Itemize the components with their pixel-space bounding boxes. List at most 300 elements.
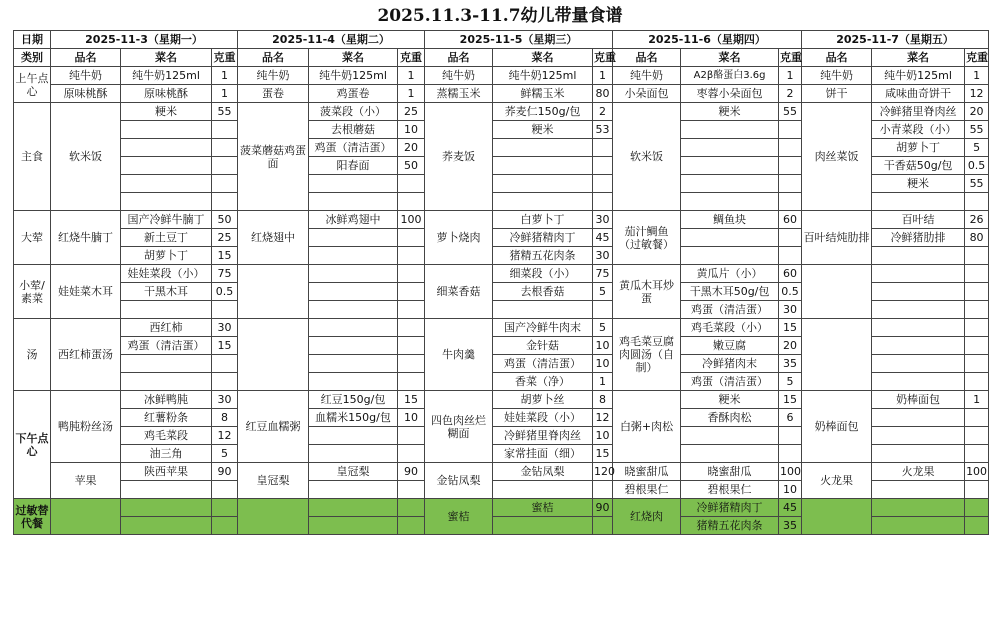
ingredient-cell: 枣蓉小朵面包 [681, 85, 779, 103]
dish-cell: 菠菜蘑菇鸡蛋面 [238, 103, 309, 211]
gram-cell: 15 [212, 247, 238, 265]
dish-cell: 四色肉丝烂糊面 [425, 391, 493, 463]
ingredient-cell: 鸡蛋（清洁蛋） [493, 355, 593, 373]
gram-cell: 1 [398, 67, 425, 85]
ingredient-cell: 猪精五花肉条 [493, 247, 593, 265]
gram-cell: 53 [593, 121, 613, 139]
ingredient-cell: 血糯米150g/包 [309, 409, 398, 427]
gram-cell: 1 [212, 85, 238, 103]
ingredient-cell: 家常挂面（细） [493, 445, 593, 463]
gram-cell: 5 [965, 139, 989, 157]
empty-cell [593, 301, 613, 319]
empty-cell [398, 337, 425, 355]
ingredient-cell: 小青菜段（小） [872, 121, 965, 139]
day-header-fri: 2025-11-7（星期五） [802, 31, 989, 49]
ingredient-cell: 油三角 [121, 445, 212, 463]
ingredient-cell: 干黑木耳 [121, 283, 212, 301]
gram-cell: 55 [212, 103, 238, 121]
empty-cell [121, 193, 212, 211]
ingredient-cell: 碧根果仁 [681, 481, 779, 499]
ingredient-cell: 粳米 [872, 175, 965, 193]
empty-cell [965, 193, 989, 211]
empty-cell [872, 337, 965, 355]
empty-cell [965, 319, 989, 337]
empty-cell [872, 319, 965, 337]
gram-cell: 1 [593, 67, 613, 85]
empty-cell [493, 481, 593, 499]
gram-cell: 8 [593, 391, 613, 409]
empty-cell [309, 175, 398, 193]
col-dish-header: 品名 [613, 49, 681, 67]
col-ingredient-header: 菜名 [121, 49, 212, 67]
gram-cell: 10 [593, 427, 613, 445]
gram-cell: 35 [779, 517, 802, 535]
ingredient-cell: 细菜段（小） [493, 265, 593, 283]
empty-cell [212, 517, 238, 535]
gram-cell: 120 [593, 463, 613, 481]
ingredient-cell: 胡萝卜丝 [493, 391, 593, 409]
gram-cell: 90 [212, 463, 238, 481]
dish-cell: 西红柿蛋汤 [51, 319, 121, 391]
day-header-thu: 2025-11-6（星期四） [613, 31, 802, 49]
dish-cell: 晓蜜甜瓜 [613, 463, 681, 481]
dish-cell: 娃娃菜木耳 [51, 265, 121, 319]
dish-cell: 鸡毛菜豆腐肉圆汤（自制） [613, 319, 681, 391]
category-staple: 主食 [14, 103, 51, 211]
empty-cell [681, 247, 779, 265]
ingredient-cell: 干香菇50g/包 [872, 157, 965, 175]
col-dish-header: 品名 [802, 49, 872, 67]
dish-cell: 皇冠梨 [238, 463, 309, 499]
empty-cell [872, 445, 965, 463]
empty-cell [493, 157, 593, 175]
ingredient-cell: 去根蘑菇 [309, 121, 398, 139]
empty-cell [309, 265, 398, 283]
dish-cell: 纯牛奶 [51, 67, 121, 85]
gram-cell: 1 [779, 67, 802, 85]
gram-cell: 25 [398, 103, 425, 121]
empty-cell [309, 427, 398, 445]
empty-cell [593, 481, 613, 499]
dish-cell: 肉丝菜饭 [802, 103, 872, 211]
empty-cell [872, 427, 965, 445]
dish-cell: 百叶结炖肋排 [802, 211, 872, 265]
empty-cell [309, 301, 398, 319]
col-ingredient-header: 菜名 [493, 49, 593, 67]
gram-cell: 15 [593, 445, 613, 463]
ingredient-cell: 粳米 [121, 103, 212, 121]
ingredient-cell: 陕西苹果 [121, 463, 212, 481]
dish-cell: 饼干 [802, 85, 872, 103]
empty-cell [779, 157, 802, 175]
empty-cell [309, 499, 398, 517]
gram-cell: 10 [398, 409, 425, 427]
gram-cell: 55 [965, 175, 989, 193]
dish-cell: 纯牛奶 [613, 67, 681, 85]
empty-cell [779, 445, 802, 463]
empty-cell [802, 265, 872, 319]
gram-cell: 10 [398, 121, 425, 139]
empty-cell [398, 193, 425, 211]
gram-cell: 45 [779, 499, 802, 517]
col-dish-header: 品名 [238, 49, 309, 67]
empty-cell [212, 499, 238, 517]
empty-cell [965, 517, 989, 535]
ingredient-cell: 冷鲜猪里脊肉丝 [872, 103, 965, 121]
col-gram-header: 克重 [593, 49, 613, 67]
gram-cell: 45 [593, 229, 613, 247]
gram-cell: 1 [965, 391, 989, 409]
empty-cell [965, 373, 989, 391]
ingredient-cell: 粳米 [681, 103, 779, 121]
gram-cell: 50 [212, 211, 238, 229]
empty-cell [681, 427, 779, 445]
gram-cell: 20 [965, 103, 989, 121]
category-morning: 上午点心 [14, 67, 51, 103]
gram-cell: 30 [212, 319, 238, 337]
gram-cell: 15 [779, 391, 802, 409]
dish-cell: 荞麦饭 [425, 103, 493, 211]
gram-cell: 90 [398, 463, 425, 481]
ingredient-cell: 百叶结 [872, 211, 965, 229]
empty-cell [593, 139, 613, 157]
ingredient-cell: 新土豆丁 [121, 229, 212, 247]
empty-cell [681, 139, 779, 157]
category-meat: 大荤 [14, 211, 51, 265]
empty-cell [779, 121, 802, 139]
gram-cell: 100 [398, 211, 425, 229]
empty-cell [212, 175, 238, 193]
empty-cell [121, 157, 212, 175]
empty-cell [965, 337, 989, 355]
empty-cell [309, 445, 398, 463]
category-label: 类别 [14, 49, 51, 67]
empty-cell [398, 283, 425, 301]
day-header-tue: 2025-11-4（星期二） [238, 31, 425, 49]
empty-cell [802, 319, 872, 391]
gram-cell: 55 [779, 103, 802, 121]
empty-cell [872, 247, 965, 265]
empty-cell [398, 517, 425, 535]
category-veg: 小荤/素菜 [14, 265, 51, 319]
empty-cell [238, 265, 309, 319]
gram-cell: 50 [398, 157, 425, 175]
gram-cell: 0.5 [779, 283, 802, 301]
ingredient-cell: 火龙果 [872, 463, 965, 481]
empty-cell [779, 247, 802, 265]
dish-cell: 奶棒面包 [802, 391, 872, 463]
empty-cell [965, 409, 989, 427]
gram-cell: 12 [593, 409, 613, 427]
gram-cell: 80 [965, 229, 989, 247]
dish-cell: 白粥+肉松 [613, 391, 681, 463]
empty-cell [398, 247, 425, 265]
empty-cell [121, 301, 212, 319]
empty-cell [872, 481, 965, 499]
dish-cell: 软米饭 [613, 103, 681, 211]
dish-cell: 蛋卷 [238, 85, 309, 103]
ingredient-cell: 奶棒面包 [872, 391, 965, 409]
empty-cell [309, 517, 398, 535]
dish-cell: 红烧牛腩丁 [51, 211, 121, 265]
ingredient-cell: 纯牛奶125ml [872, 67, 965, 85]
ingredient-cell: 冰鲜鸭肫 [121, 391, 212, 409]
ingredient-cell: 晓蜜甜瓜 [681, 463, 779, 481]
gram-cell: 55 [965, 121, 989, 139]
empty-cell [309, 193, 398, 211]
gram-cell: 30 [212, 391, 238, 409]
dish-cell: 小朵面包 [613, 85, 681, 103]
day-header-wed: 2025-11-5（星期三） [425, 31, 613, 49]
empty-cell [398, 175, 425, 193]
ingredient-cell: 原味桃酥 [121, 85, 212, 103]
ingredient-cell: 鸡蛋（清洁蛋） [681, 301, 779, 319]
dish-cell: 萝卜烧肉 [425, 211, 493, 265]
empty-cell [309, 337, 398, 355]
category-soup: 汤 [14, 319, 51, 391]
empty-cell [398, 319, 425, 337]
empty-cell [212, 301, 238, 319]
day-header-mon: 2025-11-3（星期一） [51, 31, 238, 49]
date-label: 日期 [14, 31, 51, 49]
ingredient-cell: 纯牛奶125ml [493, 67, 593, 85]
gram-cell: 1 [593, 373, 613, 391]
empty-cell [872, 517, 965, 535]
empty-cell [965, 445, 989, 463]
dish-cell: 原味桃酥 [51, 85, 121, 103]
ingredient-cell: 鸡毛菜段（小） [681, 319, 779, 337]
ingredient-cell: 冷鲜猪肋排 [872, 229, 965, 247]
empty-cell [593, 193, 613, 211]
ingredient-cell: 香菜（净） [493, 373, 593, 391]
empty-cell [309, 247, 398, 265]
empty-cell [212, 121, 238, 139]
gram-cell: 10 [593, 337, 613, 355]
ingredient-cell: 蜜桔 [493, 499, 593, 517]
empty-cell [212, 373, 238, 391]
empty-cell [872, 283, 965, 301]
gram-cell: 1 [212, 67, 238, 85]
empty-cell [398, 427, 425, 445]
dish-cell: 软米饭 [51, 103, 121, 211]
ingredient-cell: 鸡蛋（清洁蛋） [121, 337, 212, 355]
empty-cell [121, 481, 212, 499]
empty-cell [121, 139, 212, 157]
empty-cell [802, 499, 872, 535]
empty-cell [965, 355, 989, 373]
col-dish-header: 品名 [51, 49, 121, 67]
empty-cell [493, 175, 593, 193]
gram-cell: 20 [398, 139, 425, 157]
gram-cell: 10 [779, 481, 802, 499]
category-allergy: 过敏替代餐 [14, 499, 51, 535]
dish-cell: 纯牛奶 [425, 67, 493, 85]
gram-cell: 100 [965, 463, 989, 481]
gram-cell: 75 [593, 265, 613, 283]
empty-cell [681, 193, 779, 211]
dish-cell: 金钻凤梨 [425, 463, 493, 499]
gram-cell: 2 [779, 85, 802, 103]
ingredient-cell: 纯牛奶125ml [121, 67, 212, 85]
empty-cell [238, 499, 309, 535]
gram-cell: 35 [779, 355, 802, 373]
ingredient-cell: 纯牛奶125ml [309, 67, 398, 85]
ingredient-cell: 鸡毛菜段 [121, 427, 212, 445]
empty-cell [121, 355, 212, 373]
dish-cell: 蒸糯玉米 [425, 85, 493, 103]
ingredient-cell: A2β酪蛋白3.6g [681, 67, 779, 85]
empty-cell [212, 157, 238, 175]
ingredient-cell: 娃娃菜段（小） [121, 265, 212, 283]
ingredient-cell: 白萝卜丁 [493, 211, 593, 229]
empty-cell [681, 175, 779, 193]
dish-cell: 苹果 [51, 463, 121, 499]
empty-cell [493, 139, 593, 157]
gram-cell: 1 [965, 67, 989, 85]
empty-cell [398, 265, 425, 283]
dish-cell: 细菜香菇 [425, 265, 493, 319]
ingredient-cell: 菠菜段（小） [309, 103, 398, 121]
ingredient-cell: 荞麦仁150g/包 [493, 103, 593, 121]
empty-cell [309, 373, 398, 391]
gram-cell: 30 [593, 211, 613, 229]
empty-cell [965, 499, 989, 517]
dish-cell: 茄汁鲷鱼（过敏餐） [613, 211, 681, 265]
empty-cell [398, 229, 425, 247]
gram-cell: 60 [779, 211, 802, 229]
col-gram-header: 克重 [779, 49, 802, 67]
empty-cell [872, 355, 965, 373]
ingredient-cell: 西红柿 [121, 319, 212, 337]
empty-cell [121, 121, 212, 139]
empty-cell [965, 481, 989, 499]
gram-cell: 0.5 [212, 283, 238, 301]
ingredient-cell: 鲜糯玉米 [493, 85, 593, 103]
ingredient-cell: 冷鲜猪里脊肉丝 [493, 427, 593, 445]
empty-cell [681, 445, 779, 463]
empty-cell [872, 265, 965, 283]
ingredient-cell: 冰鲜鸡翅中 [309, 211, 398, 229]
ingredient-cell: 鸡蛋（清洁蛋） [681, 373, 779, 391]
dish-cell: 蜜桔 [425, 499, 493, 535]
gram-cell: 20 [779, 337, 802, 355]
empty-cell [309, 283, 398, 301]
empty-cell [121, 373, 212, 391]
gram-cell: 12 [212, 427, 238, 445]
empty-cell [493, 517, 593, 535]
ingredient-cell: 金针菇 [493, 337, 593, 355]
empty-cell [309, 481, 398, 499]
empty-cell [398, 499, 425, 517]
empty-cell [681, 121, 779, 139]
empty-cell [593, 175, 613, 193]
col-dish-header: 品名 [425, 49, 493, 67]
gram-cell: 5 [779, 373, 802, 391]
gram-cell: 26 [965, 211, 989, 229]
empty-cell [398, 445, 425, 463]
dish-cell: 红烧翅中 [238, 211, 309, 265]
gram-cell: 15 [212, 337, 238, 355]
dish-cell: 火龙果 [802, 463, 872, 499]
ingredient-cell: 鸡蛋卷 [309, 85, 398, 103]
empty-cell [779, 427, 802, 445]
dish-cell: 牛肉羹 [425, 319, 493, 391]
ingredient-cell: 冷鲜猪精肉丁 [681, 499, 779, 517]
empty-cell [779, 193, 802, 211]
empty-cell [779, 139, 802, 157]
empty-cell [121, 175, 212, 193]
empty-cell [212, 139, 238, 157]
empty-cell [398, 481, 425, 499]
col-ingredient-header: 菜名 [681, 49, 779, 67]
ingredient-cell: 皇冠梨 [309, 463, 398, 481]
empty-cell [212, 193, 238, 211]
gram-cell: 2 [593, 103, 613, 121]
col-ingredient-header: 菜名 [309, 49, 398, 67]
empty-cell [965, 427, 989, 445]
empty-cell [593, 157, 613, 175]
empty-cell [51, 499, 121, 535]
ingredient-cell: 国产冷鲜牛肉末 [493, 319, 593, 337]
dish-cell: 红豆血糯粥 [238, 391, 309, 463]
page-title: 2025.11.3-11.7幼儿带量食谱 [377, 6, 623, 26]
ingredient-cell: 娃娃菜段（小） [493, 409, 593, 427]
gram-cell: 6 [779, 409, 802, 427]
empty-cell [681, 229, 779, 247]
empty-cell [398, 301, 425, 319]
empty-cell [872, 301, 965, 319]
gram-cell: 60 [779, 265, 802, 283]
ingredient-cell: 国产冷鲜牛腩丁 [121, 211, 212, 229]
empty-cell [872, 373, 965, 391]
empty-cell [121, 517, 212, 535]
dish-cell: 黄瓜木耳炒蛋 [613, 265, 681, 319]
empty-cell [872, 193, 965, 211]
category-afternoon: 下午点心 [14, 391, 51, 499]
dish-cell: 鸭肫粉丝汤 [51, 391, 121, 463]
gram-cell: 90 [593, 499, 613, 517]
empty-cell [779, 175, 802, 193]
ingredient-cell: 鸡蛋（清洁蛋） [309, 139, 398, 157]
col-gram-header: 克重 [965, 49, 989, 67]
empty-cell [309, 319, 398, 337]
ingredient-cell: 胡萝卜丁 [872, 139, 965, 157]
gram-cell: 15 [398, 391, 425, 409]
empty-cell [212, 481, 238, 499]
gram-cell: 100 [779, 463, 802, 481]
empty-cell [779, 229, 802, 247]
ingredient-cell: 粳米 [493, 121, 593, 139]
col-gram-header: 克重 [398, 49, 425, 67]
gram-cell: 15 [779, 319, 802, 337]
col-gram-header: 克重 [212, 49, 238, 67]
gram-cell: 5 [212, 445, 238, 463]
ingredient-cell: 粳米 [681, 391, 779, 409]
gram-cell: 5 [593, 319, 613, 337]
ingredient-cell: 嫩豆腐 [681, 337, 779, 355]
dish-cell: 红烧肉 [613, 499, 681, 535]
col-ingredient-header: 菜名 [872, 49, 965, 67]
weekly-menu-table [13, 30, 989, 535]
dish-cell: 纯牛奶 [238, 67, 309, 85]
ingredient-cell: 阳春面 [309, 157, 398, 175]
gram-cell: 8 [212, 409, 238, 427]
empty-cell [872, 499, 965, 517]
ingredient-cell: 冷鲜猪肉末 [681, 355, 779, 373]
ingredient-cell: 胡萝卜丁 [121, 247, 212, 265]
ingredient-cell: 鲷鱼块 [681, 211, 779, 229]
empty-cell [965, 301, 989, 319]
